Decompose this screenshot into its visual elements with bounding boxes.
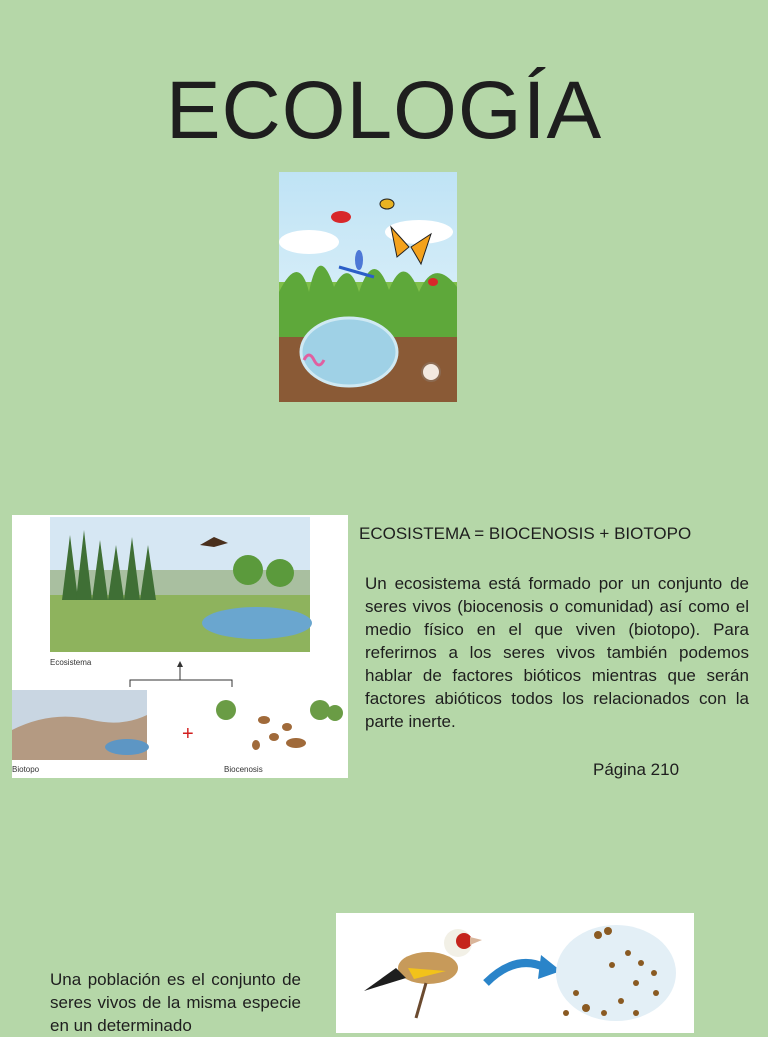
biotopo-label: Biotopo	[12, 765, 40, 774]
bee-icon	[380, 199, 394, 209]
population-paragraph: Una población es el conjunto de seres vivos de la misma especie en un determinado	[50, 970, 301, 1035]
page-reference: Página 210	[593, 760, 680, 779]
plus-sign: +	[182, 723, 194, 745]
ecosystem-diagram	[12, 515, 348, 778]
page-title: ECOLOGÍA	[165, 65, 603, 156]
biocenosis-label: Biocenosis	[224, 765, 263, 774]
ecology-illustration	[279, 172, 457, 402]
ecosystem-paragraph-text: Un ecosistema está formado por un conjunto de seres vivos (biocenosis o comunidad) así como el medio físico en el que viven (biotopo). Para referirnos a los seres vivos también podemos hablar de factores bióticos mientras que serán factores abióticos todos los relacionados con la parte inerte.	[365, 574, 749, 731]
population-illustration	[336, 913, 694, 1033]
ecosystem-equation: ECOSISTEMA = BIOCENOSIS + BIOTOPO	[359, 524, 692, 543]
ecosistema-label: Ecosistema	[50, 658, 92, 667]
ecosystem-paragraph	[365, 572, 749, 733]
